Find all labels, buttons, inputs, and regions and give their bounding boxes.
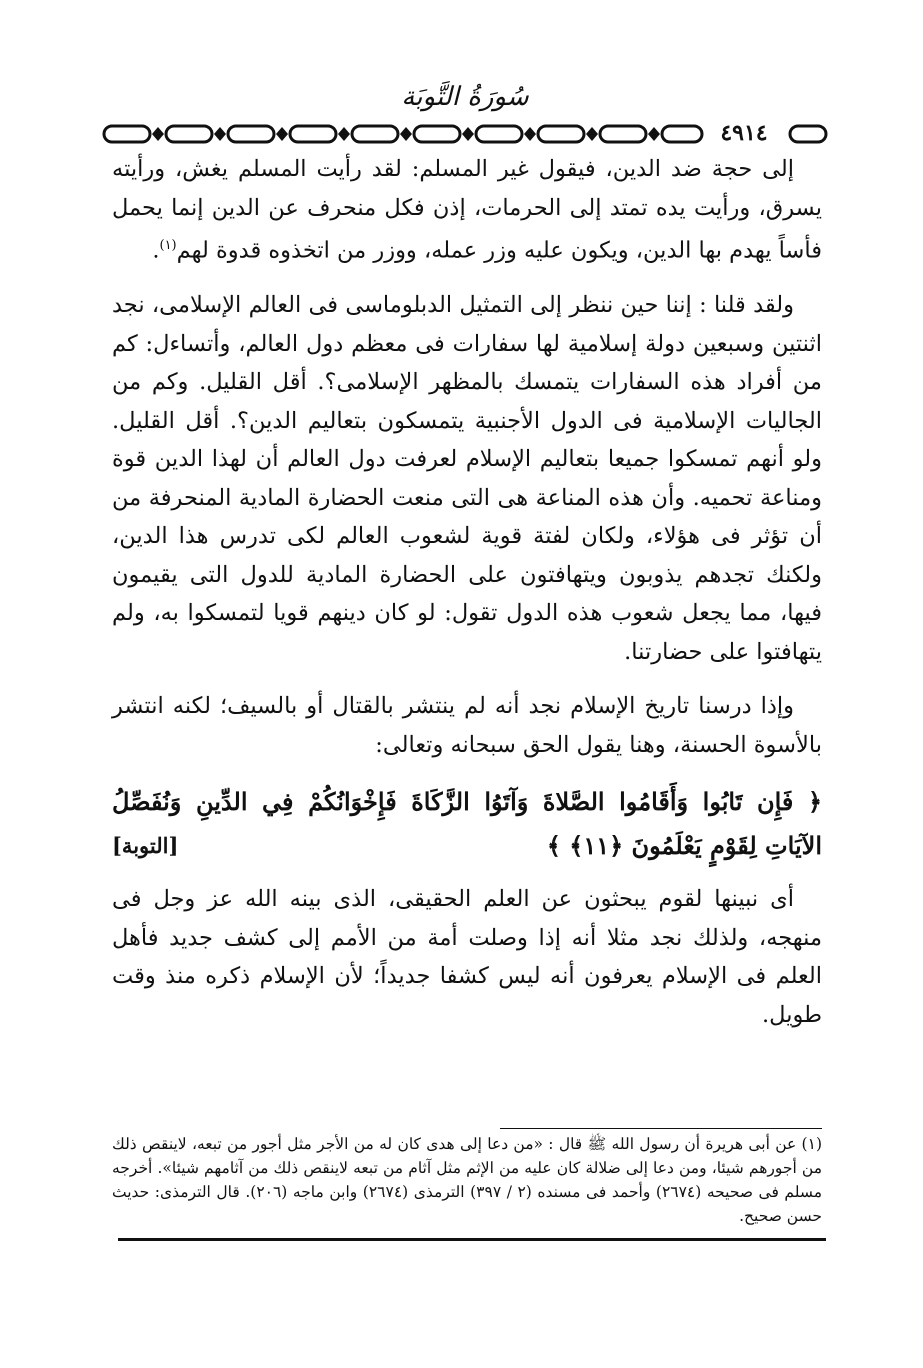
- paragraph-1-text: إلى حجة ضد الدين، فيقول غير المسلم: لقد رأيت المسلم يغش، ورأيته يسرق، ورأيت يده تمتد إلى الحرمات، إذن فكل منحرف عن الدين إنما يحمل فأساً يهدم بها الدين، ويكون عليه وزر عمله، ووزر من اتخذوه قدوة لهم: [112, 156, 822, 264]
- paragraph-4: أى نبينها لقوم يبحثون عن العلم الحقيقى، الذى بينه الله عز وجل فى منهجه، ولذلك نجد مثلا أنه إذا وصلت أمة من الأمم إلى كشف جديد فأهل العلم فى الإسلام يعرفون أنه ليس كشفا جديداً؛ لأن الإسلام ذكره منذ وقت طويل.: [112, 886, 822, 1028]
- main-text: [112, 150, 822, 1050]
- bottom-rule: [118, 1238, 826, 1241]
- footnote: (١) عن أبى هريرة أن رسول الله ﷺ قال : «من دعا إلى هدى كان له من الأجر مثل أجور من تبعه، لاينقص ذلك من أجورهم شيئا، ومن دعا إلى ضلالة كان عليه من الإثم مثل آثام من تبعه لاينقص ذلك من آثامهم شيئا». أخرجه مسلم فى صحيحه (٢٦٧٤) وأحمد فى مسنده (٢ / ٣٩٧) الترمذى (٢٦٧٤) وابن ماجه (٢٠٦). قال الترمذى: حديث حسن صحيح.: [112, 1135, 822, 1225]
- footnote-separator: [500, 1128, 822, 1129]
- quran-verse: [112, 780, 822, 868]
- paragraph-2: ولقد قلنا : إننا حين ننظر إلى التمثيل الدبلوماسى فى العالم الإسلامى، نجد اثنتين وسبعين دولة إسلامية لها سفارات فى معظم دول العالم، وأتساءل: كم من أفراد هذه السفارات يتمسك بالمظهر الإسلامى؟. أقل القليل. وكم من الجاليات الإسلامية فى الدول الأجنبية يتمسكون بتعاليم الدين؟. أقل القليل. ولو أنهم تمسكوا جميعا بتعاليم الإسلام لعرفت دول العالم أن لهذا الدين قوة ومناعة تحميه. وأن هذه المناعة هى التى منعت الحضارة المادية المنحرفة من أن تؤثر فى هؤلاء، ولكان لفتة قوية لشعوب العالم لكى تدرس هذا الدين، ولكنك تجدهم يذوبون ويتهافتون على الحضارة المادية للدول التى يقيمون فيها، مما يجعل شعوب هذه الدول تقول: لو كان دينهم قويا لتمسكوا به، ولم يتهافتوا على حضارتنا.: [112, 292, 822, 665]
- verse-reference: [التوبة]: [112, 833, 179, 858]
- surah-title: سُورَةُ التَّوبَة: [401, 82, 529, 112]
- paragraph-3: وإذا درسنا تاريخ الإسلام نجد أنه لم ينتشر بالقتال أو بالسيف؛ لكنه انتشر بالأسوة الحسنة، وهنا يقول الحق سبحانه وتعالى:: [112, 693, 822, 758]
- page-number: ٤٩١٤: [704, 120, 784, 146]
- footnote-marker: (١): [159, 238, 177, 253]
- paragraph-1-end: .: [152, 237, 160, 264]
- paragraph-1: [112, 150, 822, 270]
- verse-text: ﴿ فَإِن تَابُوا وَأَقَامُوا الصَّلاةَ وَآتَوُا الزَّكَاةَ فَإِخْوَانُكُمْ فِي الدِّينِ وَنُفَصِّلُ الآيَاتِ لِقَوْمٍ يَعْلَمُونَ ﴿١١﴾ ﴾: [112, 787, 822, 860]
